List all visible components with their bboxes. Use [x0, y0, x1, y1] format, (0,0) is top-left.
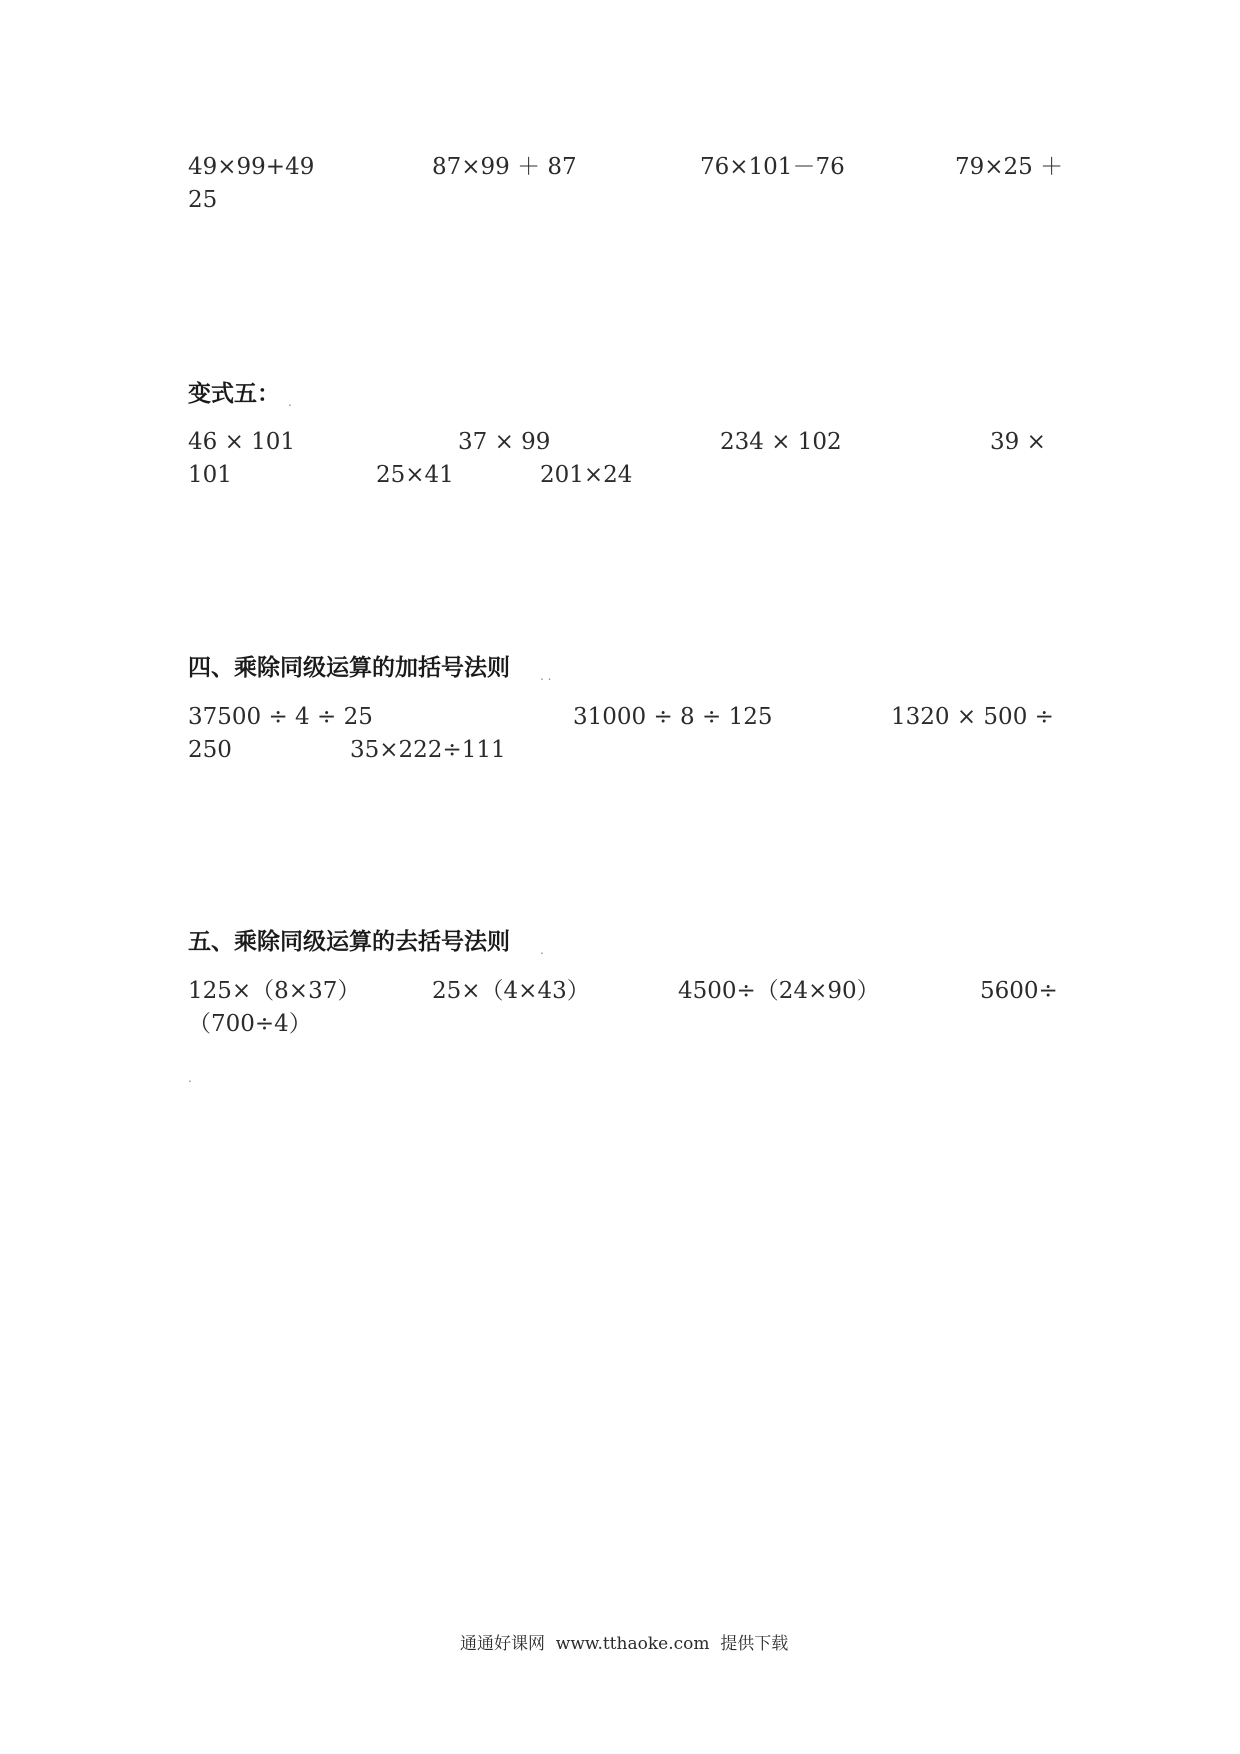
paragraph-mark: . [288, 395, 292, 409]
expression: 37500 ÷ 4 ÷ 25 [188, 704, 373, 730]
expression: 35×222÷111 [350, 737, 506, 763]
expression: 1320 × 500 ÷ [891, 704, 1054, 730]
expression: 5600÷ [980, 978, 1058, 1004]
expression: 201×24 [540, 462, 633, 488]
expression-continuation: 25 [188, 187, 218, 213]
expression: 234 × 102 [720, 429, 842, 455]
paragraph-mark: . [188, 1071, 192, 1085]
expression: 25×（4×43） [432, 978, 590, 1004]
expression-continuation: 250 [188, 737, 232, 763]
expression: 125×（8×37） [188, 978, 361, 1004]
expression: 39 × [990, 429, 1046, 455]
expression: 46 × 101 [188, 429, 296, 455]
section-heading: 四、乘除同级运算的加括号法则 [188, 655, 510, 681]
expression-continuation: （700÷4） [188, 1011, 312, 1037]
expression-continuation: 101 [188, 462, 232, 488]
expression: 87×99 ＋ 87 [432, 154, 577, 180]
section-heading: 变式五： [188, 381, 280, 407]
expression: 79×25 ＋ [955, 154, 1064, 180]
expression: 49×99+49 [188, 154, 315, 180]
expression: 25×41 [376, 462, 454, 488]
expression: 76×101－76 [700, 154, 845, 180]
expression: 4500÷（24×90） [678, 978, 880, 1004]
expression: 31000 ÷ 8 ÷ 125 [573, 704, 773, 730]
expression: 37 × 99 [458, 429, 551, 455]
paragraph-mark: . [540, 943, 544, 957]
footer-text: 通通好课网 www.tthaoke.com 提供下载 [460, 1634, 789, 1654]
section-heading: 五、乘除同级运算的去括号法则 [188, 929, 510, 955]
paragraph-mark: . . [540, 669, 552, 683]
